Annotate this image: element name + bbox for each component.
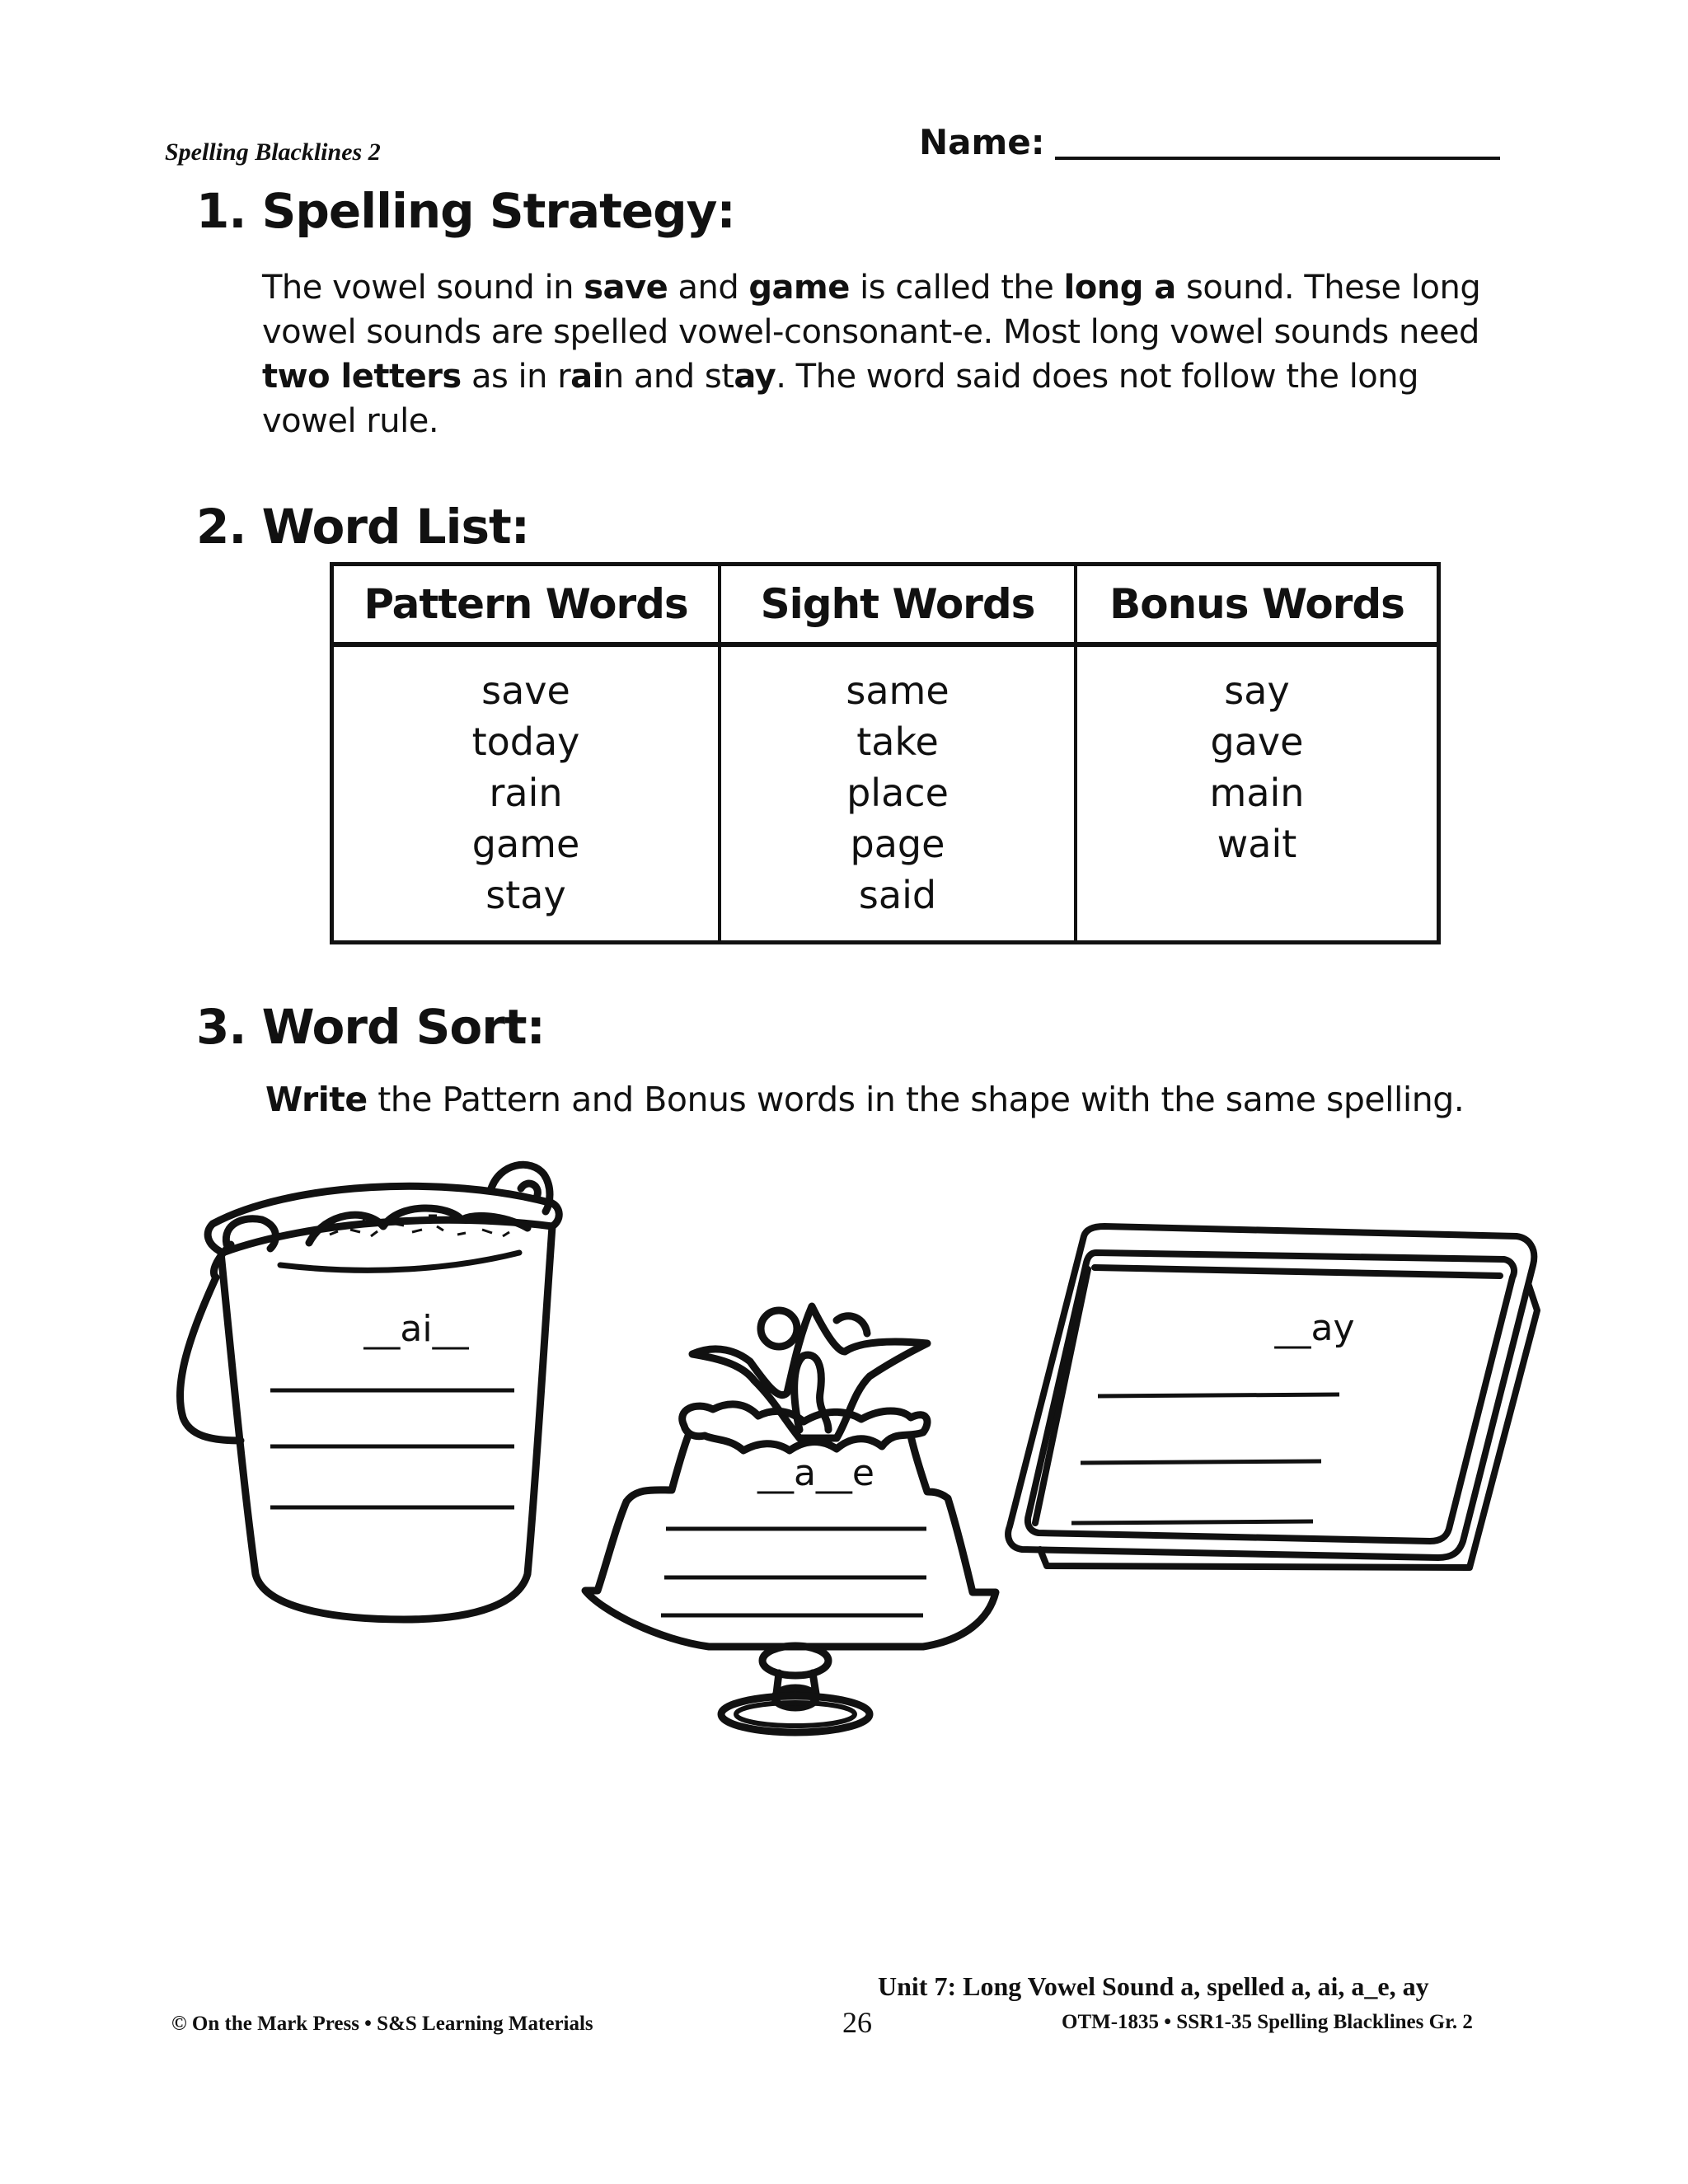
footer-unit-title: Unit 7: Long Vowel Sound a, spelled a, ai, a_e, ay bbox=[878, 1971, 1429, 2001]
text: n and st bbox=[603, 358, 734, 396]
bold-word: game bbox=[748, 269, 850, 307]
text: . The word said does not follow the long vowel rule. bbox=[262, 358, 1419, 440]
list-item: place bbox=[846, 771, 949, 815]
baking-tray-icon bbox=[989, 1203, 1550, 1599]
bold-letters: ai bbox=[570, 358, 603, 396]
word-sort-instruction bbox=[265, 1080, 1464, 1119]
list-item: gave bbox=[1210, 719, 1304, 764]
footer-copyright: © On the Mark Press • S&S Learning Materials bbox=[171, 2013, 593, 2035]
footer-product-code: OTM-1835 • SSR1-35 Spelling Blacklines Gr. 2 bbox=[1062, 2011, 1473, 2033]
column-header-bonus-words: Bonus Words bbox=[1076, 565, 1439, 645]
text: as in r bbox=[461, 358, 571, 396]
strategy-paragraph bbox=[262, 265, 1515, 443]
series-title: Spelling Blacklines 2 bbox=[165, 138, 381, 166]
bold-word: long a bbox=[1063, 269, 1176, 307]
list-item: today bbox=[471, 719, 580, 764]
list-item: game bbox=[471, 822, 580, 866]
text: sound. These long vowel sounds are spelled vowel-consonant-e. Most long vowel sounds need bbox=[262, 269, 1481, 351]
instruction-text: the Pattern and Bonus words in the shape with the same spelling. bbox=[367, 1080, 1465, 1119]
bonus-words-cell bbox=[1076, 644, 1439, 943]
bold-letters: ay bbox=[734, 358, 776, 396]
section-heading-word-sort: 3. Word Sort: bbox=[196, 999, 545, 1055]
word-list-table bbox=[330, 562, 1441, 944]
answer-line[interactable] bbox=[1071, 1521, 1313, 1523]
section-heading-spelling-strategy: 1. Spelling Strategy: bbox=[196, 183, 735, 239]
name-input-line[interactable] bbox=[1055, 157, 1500, 160]
list-item: rain bbox=[489, 771, 563, 815]
page-number: 26 bbox=[842, 2006, 872, 2039]
list-item: stay bbox=[485, 873, 566, 917]
column-header-sight-words: Sight Words bbox=[720, 565, 1076, 645]
table-row bbox=[332, 644, 1439, 943]
section-heading-word-list: 2. Word List: bbox=[196, 499, 529, 555]
list-item: page bbox=[850, 822, 945, 866]
column-header-pattern-words: Pattern Words bbox=[332, 565, 720, 645]
answer-line[interactable] bbox=[1081, 1461, 1321, 1463]
list-item: wait bbox=[1217, 822, 1297, 866]
text: and bbox=[668, 269, 749, 307]
bucket-icon bbox=[165, 1137, 610, 1648]
instruction-verb: Write bbox=[265, 1080, 368, 1119]
list-item: same bbox=[846, 668, 950, 713]
pattern-label-ai: __ai__ bbox=[363, 1308, 469, 1350]
list-item: take bbox=[856, 719, 939, 764]
pattern-label-ay: __ay bbox=[1274, 1307, 1355, 1349]
text: The vowel sound in bbox=[262, 269, 584, 307]
sight-words-cell bbox=[720, 644, 1076, 943]
bold-word: two letters bbox=[262, 358, 462, 396]
pattern-words-cell bbox=[332, 644, 720, 943]
table-header-row bbox=[332, 565, 1439, 645]
answer-line[interactable] bbox=[1098, 1394, 1339, 1396]
pattern-label-a-e: __a__e bbox=[757, 1452, 875, 1494]
name-label: Name: bbox=[919, 122, 1045, 162]
text: is called the bbox=[849, 269, 1064, 307]
list-item: said bbox=[858, 873, 937, 917]
list-item: main bbox=[1209, 771, 1305, 815]
list-item: save bbox=[481, 668, 570, 713]
bold-word: save bbox=[584, 269, 668, 307]
list-item: say bbox=[1224, 668, 1290, 713]
cake-icon bbox=[577, 1286, 1039, 1970]
